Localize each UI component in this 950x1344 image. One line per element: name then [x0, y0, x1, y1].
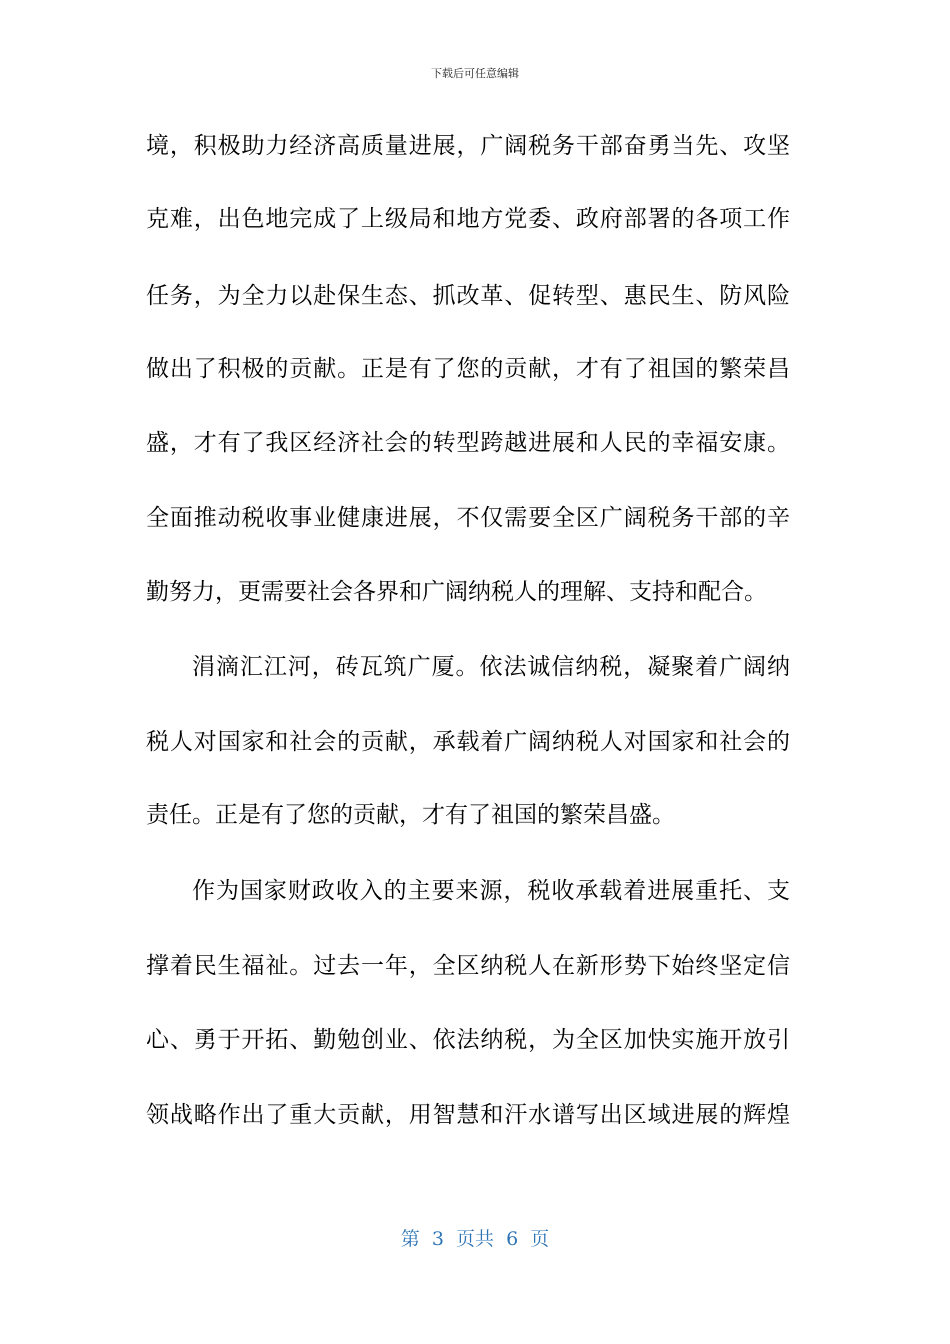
page-number-footer: 第 3 页共 6 页: [400, 1228, 550, 1250]
text-line: 做出了积极的贡献。正是有了您的贡献，才有了祖国的繁荣昌: [146, 356, 790, 382]
text-line: 涓滴汇江河，砖瓦筑广厦。依法诚信纳税，凝聚着广阔纳: [192, 654, 790, 680]
text-line: 心、勇于开拓、勤勉创业、依法纳税，为全区加快实施开放引: [146, 1027, 790, 1053]
text-line: 责任。正是有了您的贡献，才有了祖国的繁荣昌盛。: [146, 802, 675, 828]
text-line: 境，积极助力经济高质量进展，广阔税务干部奋勇当先、攻坚: [146, 133, 790, 159]
page-header: 下载后可任意编辑: [431, 67, 519, 80]
text-line: 克难，出色地完成了上级局和地方党委、政府部署的各项工作: [146, 206, 790, 232]
text-line: 全面推动税收事业健康进展，不仅需要全区广阔税务干部的辛: [146, 505, 790, 531]
text-line: 税人对国家和社会的贡献，承载着广阔纳税人对国家和社会的: [146, 729, 790, 755]
text-line: 领战略作出了重大贡献，用智慧和汗水谱写出区域进展的辉煌: [146, 1102, 790, 1128]
text-line: 作为国家财政收入的主要来源，税收承载着进展重托、支: [192, 878, 790, 904]
text-line: 任务，为全力以赴保生态、抓改革、促转型、惠民生、防风险: [146, 283, 790, 309]
text-line: 撑着民生福祉。过去一年，全区纳税人在新形势下始终坚定信: [146, 953, 790, 979]
text-line: 盛，才有了我区经济社会的转型跨越进展和人民的幸福安康。: [146, 430, 790, 456]
text-line: 勤努力，更需要社会各界和广阔纳税人的理解、支持和配合。: [146, 579, 767, 605]
